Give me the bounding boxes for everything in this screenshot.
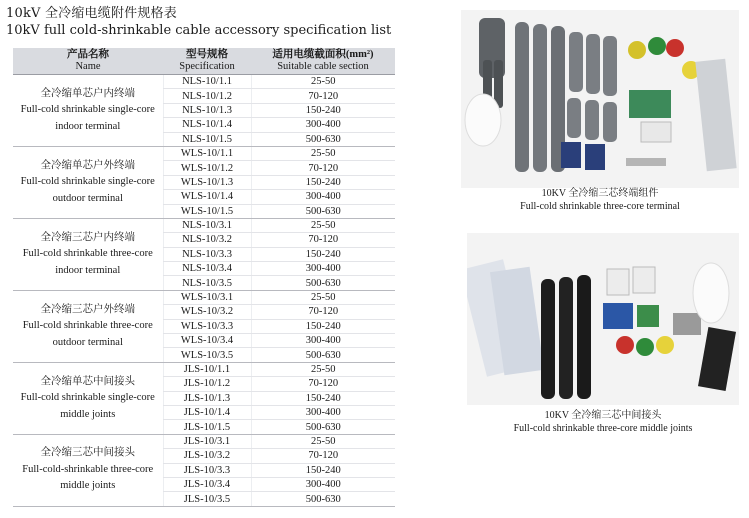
model-header-en: Specification [179, 61, 235, 72]
model-header-cn: 型号规格 [186, 49, 228, 60]
product-name-cn: 全冷缩单芯中间接头 [40, 375, 135, 387]
middle-joint-kit-illustration [467, 233, 739, 405]
table-row [13, 146, 395, 160]
model-cell: JLS-10/3.5 [163, 492, 251, 506]
three-core-middle-joint-photo [467, 233, 739, 405]
model-cell: NLS-10/3.2 [163, 233, 251, 247]
product-name-en: Full-cold shrinkable three-core [22, 320, 153, 332]
model-cell: WLS-10/3.5 [163, 348, 251, 362]
product-name-cell [13, 290, 163, 362]
cable-section-cell: 500-630 [251, 276, 395, 290]
cable-section-cell: 70-120 [251, 89, 395, 103]
product-name-cell [13, 75, 163, 147]
product-name-en: middle joints [60, 480, 116, 492]
specification-table [13, 48, 395, 507]
model-cell: WLS-10/1.4 [163, 190, 251, 204]
product-name-cn: 全冷缩单芯户内终端 [40, 87, 135, 99]
terminal-kit-illustration [461, 10, 739, 188]
table-header-row [13, 48, 395, 75]
cable-section-cell: 150-240 [251, 175, 395, 189]
cable-section-cell: 25-50 [251, 290, 395, 304]
product-name-en: outdoor terminal [52, 192, 123, 204]
name-header-en: Name [75, 61, 101, 72]
model-cell: WLS-10/1.3 [163, 175, 251, 189]
cable-section-cell: 300-400 [251, 190, 395, 204]
product-name-en: Full-cold shrinkable single-core [20, 104, 155, 116]
cable-section-cell: 70-120 [251, 449, 395, 463]
cable-section-cell: 300-400 [251, 477, 395, 491]
model-cell: NLS-10/3.5 [163, 276, 251, 290]
section-header-cn: 适用电缆截面积(mm²) [272, 49, 374, 60]
product-name-en: outdoor terminal [52, 336, 123, 348]
page-title-block [6, 5, 391, 39]
model-cell: JLS-10/1.5 [163, 420, 251, 434]
top-photo-caption [461, 187, 739, 213]
cable-section-cell: 25-50 [251, 362, 395, 376]
model-cell: WLS-10/3.3 [163, 319, 251, 333]
model-cell: NLS-10/1.5 [163, 132, 251, 146]
model-cell: JLS-10/3.4 [163, 477, 251, 491]
cable-section-cell: 150-240 [251, 319, 395, 333]
bottom-caption-en: Full-cold shrinkable three-core middle joints [513, 423, 693, 434]
cable-section-cell: 300-400 [251, 334, 395, 348]
model-cell: WLS-10/1.5 [163, 204, 251, 218]
model-column-header [163, 48, 251, 75]
product-name-cn: 全冷缩三芯户外终端 [40, 303, 135, 315]
cable-section-cell: 150-240 [251, 103, 395, 117]
model-cell: JLS-10/1.2 [163, 377, 251, 391]
model-cell: NLS-10/3.1 [163, 218, 251, 232]
table-row [13, 218, 395, 232]
cable-section-cell: 500-630 [251, 492, 395, 506]
product-name-en: Full-cold shrinkable single-core [20, 392, 155, 404]
name-header-cn: 产品名称 [67, 49, 109, 60]
product-name-cn: 全冷缩三芯中间接头 [40, 447, 135, 459]
model-cell: WLS-10/3.2 [163, 305, 251, 319]
cable-section-cell: 300-400 [251, 118, 395, 132]
model-cell: NLS-10/3.3 [163, 247, 251, 261]
cable-section-cell: 25-50 [251, 75, 395, 89]
cable-section-cell: 300-400 [251, 405, 395, 419]
model-cell: NLS-10/1.1 [163, 75, 251, 89]
top-caption-cn: 10KV 全冷缩三芯终端组件 [541, 188, 659, 199]
product-name-en: indoor terminal [55, 264, 121, 276]
model-cell: WLS-10/3.1 [163, 290, 251, 304]
cable-section-cell: 70-120 [251, 161, 395, 175]
product-name-cell [13, 218, 163, 290]
three-core-terminal-photo [461, 10, 739, 188]
table-row [13, 75, 395, 89]
model-cell: JLS-10/3.1 [163, 434, 251, 448]
product-name-en: Full-cold-shrinkable three-core [22, 463, 154, 475]
bottom-caption-cn: 10KV 全冷缩三芯中间接头 [544, 410, 662, 421]
model-cell: WLS-10/1.2 [163, 161, 251, 175]
product-name-cell [13, 362, 163, 434]
cable-section-cell: 70-120 [251, 233, 395, 247]
section-column-header [251, 48, 395, 75]
top-caption-en: Full-cold shrinkable three-core terminal [520, 201, 680, 212]
product-name-cell [13, 146, 163, 218]
table-row [13, 290, 395, 304]
model-cell: NLS-10/1.2 [163, 89, 251, 103]
section-header-en: Suitable cable section [277, 61, 369, 72]
model-cell: NLS-10/1.3 [163, 103, 251, 117]
product-name-cell [13, 434, 163, 506]
name-column-header [13, 48, 163, 75]
model-cell: JLS-10/3.2 [163, 449, 251, 463]
cable-section-cell: 500-630 [251, 204, 395, 218]
product-name-en: indoor terminal [55, 120, 121, 132]
product-name-en: Full-cold shrinkable three-core [22, 248, 153, 260]
table-row [13, 434, 395, 448]
page-title-en: 10kV full cold-shrinkable cable accessory specification list [6, 23, 392, 38]
cable-section-cell: 150-240 [251, 247, 395, 261]
cable-section-cell: 25-50 [251, 146, 395, 160]
cable-section-cell: 500-630 [251, 132, 395, 146]
table-row [13, 362, 395, 376]
cable-section-cell: 150-240 [251, 463, 395, 477]
model-cell: WLS-10/3.4 [163, 334, 251, 348]
cable-section-cell: 500-630 [251, 348, 395, 362]
product-name-cn: 全冷缩单芯户外终端 [40, 159, 135, 171]
product-name-en: Full-cold shrinkable single-core [20, 176, 155, 188]
product-name-en: middle joints [60, 408, 116, 420]
cable-section-cell: 150-240 [251, 391, 395, 405]
model-cell: JLS-10/1.3 [163, 391, 251, 405]
cable-section-cell: 25-50 [251, 218, 395, 232]
model-cell: NLS-10/1.4 [163, 118, 251, 132]
table-body [13, 75, 395, 507]
model-cell: JLS-10/3.3 [163, 463, 251, 477]
product-name-cn: 全冷缩三芯户内终端 [40, 231, 135, 243]
cable-section-cell: 25-50 [251, 434, 395, 448]
bottom-photo-caption [467, 409, 739, 435]
model-cell: JLS-10/1.4 [163, 405, 251, 419]
cable-section-cell: 500-630 [251, 420, 395, 434]
cable-section-cell: 300-400 [251, 262, 395, 276]
model-cell: JLS-10/1.1 [163, 362, 251, 376]
model-cell: NLS-10/3.4 [163, 262, 251, 276]
model-cell: WLS-10/1.1 [163, 146, 251, 160]
page-title-cn: 10kV 全冷缩电缆附件规格表 [6, 6, 177, 21]
cable-section-cell: 70-120 [251, 305, 395, 319]
cable-section-cell: 70-120 [251, 377, 395, 391]
